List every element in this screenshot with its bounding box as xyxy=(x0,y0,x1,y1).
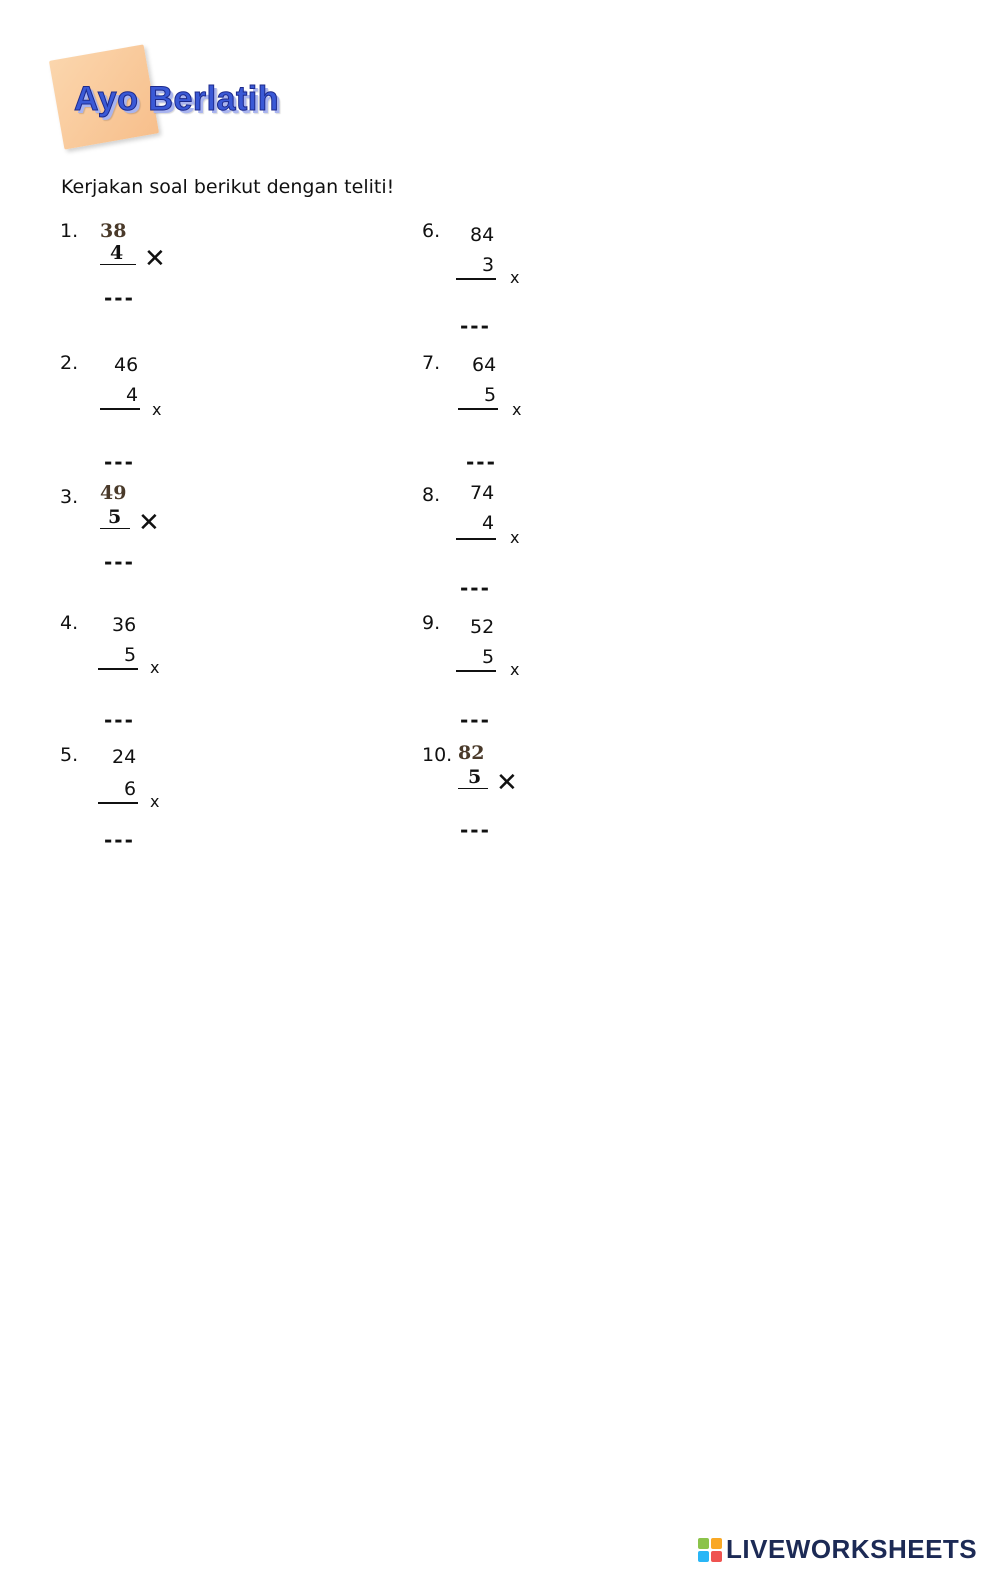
logo-square xyxy=(698,1551,709,1562)
answer-blank[interactable]: --- xyxy=(104,828,135,852)
problem-number: 3. xyxy=(60,486,79,508)
sum-line xyxy=(98,802,138,804)
times-icon: x xyxy=(510,528,520,547)
multiplier: 5 xyxy=(124,644,137,666)
times-icon: x xyxy=(150,792,160,811)
sum-line xyxy=(456,278,496,280)
answer-blank[interactable]: --- xyxy=(460,314,491,338)
multiplier: 3 xyxy=(482,254,495,276)
problem-2 xyxy=(60,352,260,474)
problem-number: 9. xyxy=(422,612,441,634)
multiplicand: 82 xyxy=(458,742,485,764)
multiplicand: 74 xyxy=(470,482,495,504)
problem-number: 5. xyxy=(60,744,79,766)
multiplier: 5 xyxy=(468,766,482,788)
problem-number: 7. xyxy=(422,352,441,374)
times-icon: x xyxy=(512,400,522,419)
brand-name: LIVEWORKSHEETS xyxy=(726,1534,978,1564)
times-icon: ✕ xyxy=(496,768,518,798)
sum-line xyxy=(456,538,496,540)
multiplicand: 64 xyxy=(472,354,497,376)
answer-blank[interactable]: --- xyxy=(104,550,135,574)
multiplicand: 36 xyxy=(112,614,137,636)
times-icon: x xyxy=(152,400,162,419)
answer-blank[interactable]: --- xyxy=(466,450,497,474)
answer-blank[interactable]: --- xyxy=(460,708,491,732)
multiplicand: 38 xyxy=(100,220,127,242)
problem-1 xyxy=(60,220,260,330)
answer-blank[interactable]: --- xyxy=(460,576,491,600)
problem-7 xyxy=(422,352,622,474)
times-icon: x xyxy=(150,658,160,677)
logo-square xyxy=(698,1538,709,1549)
times-icon: x xyxy=(510,268,520,287)
liveworksheets-icon xyxy=(698,1538,722,1562)
multiplicand: 49 xyxy=(100,482,127,504)
multiplicand: 52 xyxy=(470,616,495,638)
multiplier: 5 xyxy=(484,384,497,406)
answer-blank[interactable]: --- xyxy=(104,450,135,474)
multiplier: 4 xyxy=(126,384,139,406)
problem-number: 6. xyxy=(422,220,441,242)
multiplier: 6 xyxy=(124,778,137,800)
multiplier: 4 xyxy=(110,242,124,264)
problem-number: 4. xyxy=(60,612,79,634)
problem-6 xyxy=(422,220,622,338)
sum-line xyxy=(98,668,138,670)
answer-blank[interactable]: --- xyxy=(104,708,135,732)
liveworksheets-logo xyxy=(698,1534,977,1565)
problem-5 xyxy=(60,744,260,854)
answer-blank[interactable]: --- xyxy=(104,286,135,310)
logo-square xyxy=(711,1551,722,1562)
multiplier: 4 xyxy=(482,512,495,534)
times-icon: ✕ xyxy=(138,508,160,538)
multiplicand: 46 xyxy=(114,354,139,376)
sum-line xyxy=(100,528,130,529)
problem-8 xyxy=(422,482,622,600)
multiplicand: 84 xyxy=(470,224,495,246)
sum-line xyxy=(100,408,140,410)
problem-number: 10. xyxy=(422,744,453,766)
sum-line xyxy=(458,788,488,789)
times-icon: x xyxy=(510,660,520,679)
sum-line xyxy=(456,670,496,672)
sum-line xyxy=(458,408,498,410)
times-icon: ✕ xyxy=(144,244,166,274)
problem-4 xyxy=(60,612,260,732)
problem-9 xyxy=(422,612,622,732)
multiplier: 5 xyxy=(482,646,495,668)
multiplier: 5 xyxy=(108,506,122,528)
banner-title: Ayo Berlatih xyxy=(74,80,280,118)
problem-3 xyxy=(60,482,260,592)
problem-10 xyxy=(422,742,622,852)
instruction-text: Kerjakan soal berikut dengan teliti! xyxy=(61,176,395,198)
problem-number: 8. xyxy=(422,484,441,506)
problem-number: 1. xyxy=(60,220,79,242)
ayo-berlatih-banner xyxy=(56,52,280,152)
sum-line xyxy=(100,264,136,265)
answer-blank[interactable]: --- xyxy=(460,818,491,842)
problem-number: 2. xyxy=(60,352,79,374)
logo-square xyxy=(711,1538,722,1549)
multiplicand: 24 xyxy=(112,746,137,768)
